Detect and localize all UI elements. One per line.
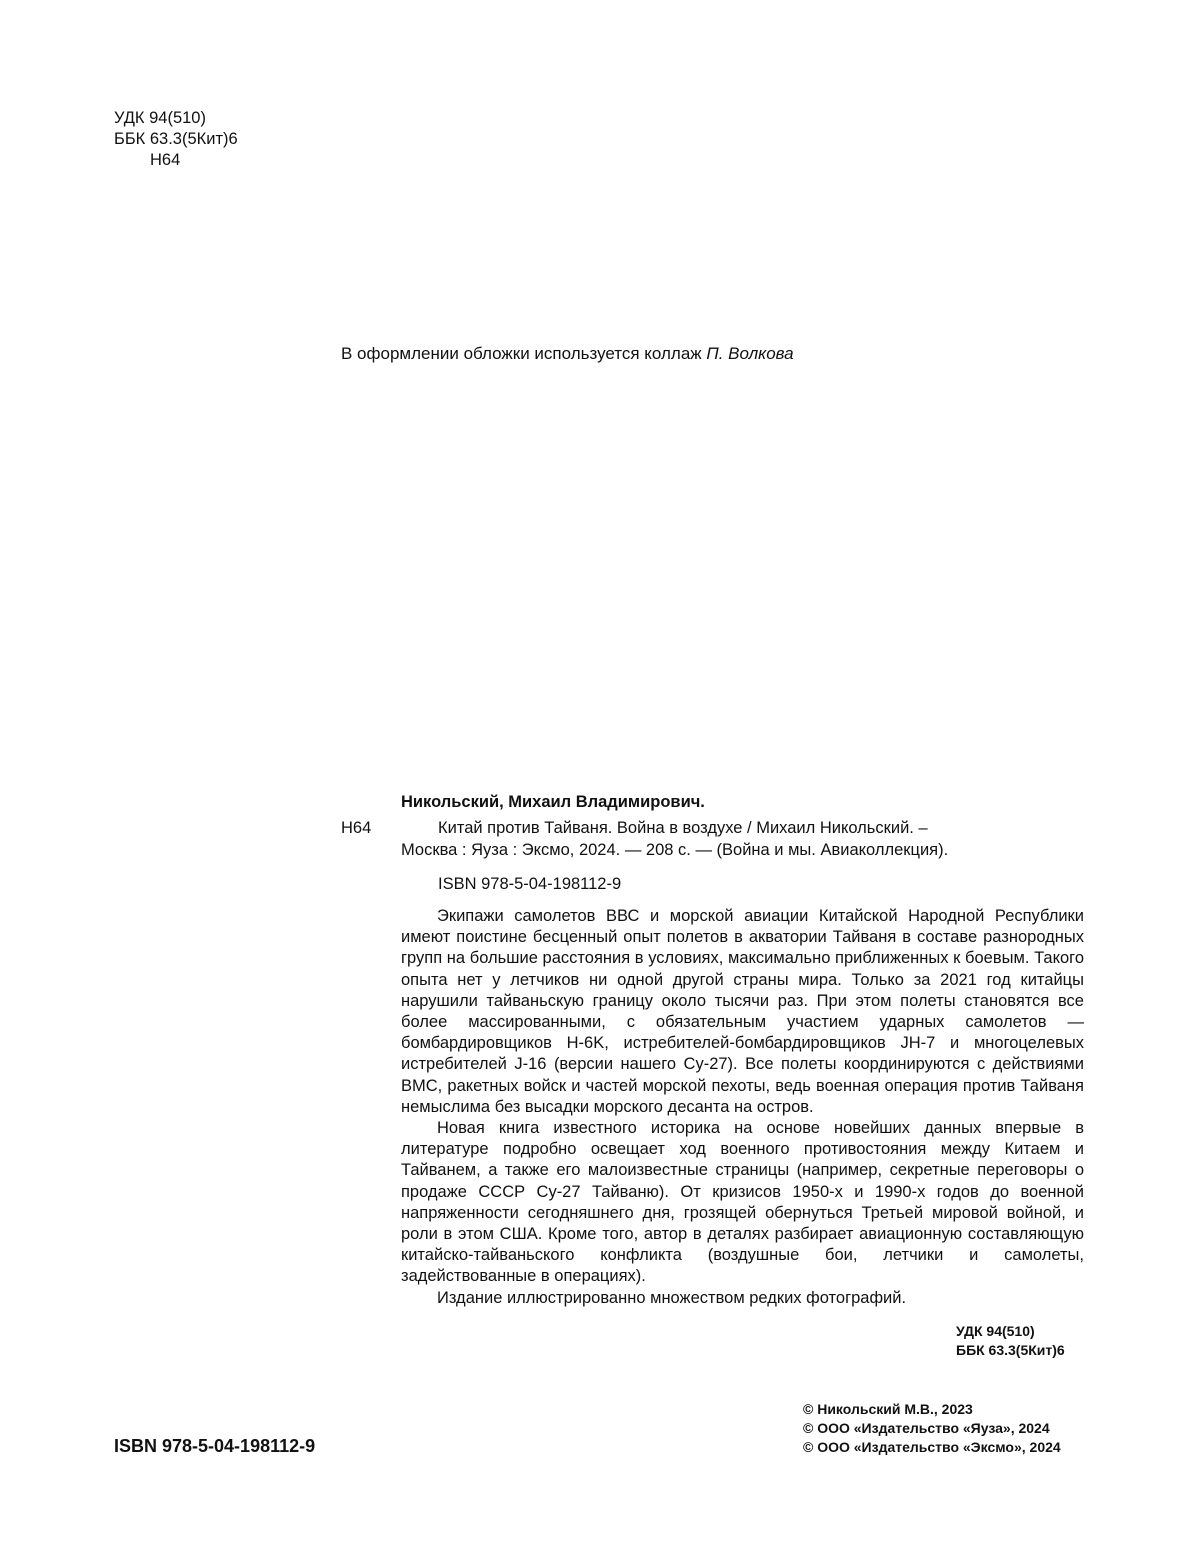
author-mark: Н64 — [150, 151, 181, 169]
annotation-paragraph: Издание иллюстрированно множеством редких фотографий. — [437, 1288, 907, 1307]
classification-codes — [114, 108, 238, 171]
title-line: Китай против Тайваня. Война в воздухе / Михаил Никольский. – — [438, 819, 928, 837]
entry-isbn: ISBN 978-5-04-198112-9 — [438, 875, 622, 893]
copyright-line: © Никольский М.В., 2023 — [803, 1401, 973, 1417]
classification-codes-right — [956, 1322, 1065, 1360]
author-heading: Никольский, Михаил Владимирович. — [401, 793, 705, 811]
annotation-paragraph: Экипажи самолетов ВВС и морской авиации Китайской Народной Республики имеют поистине бесценный опыт полетов в акватории Тайваня в составе разнородных групп на большие расстояния в условиях, максимально приближенных к боевым. Такого опыта нет у летчиков ни одной другой страны мира. Только за 2021 год китайцы нарушили тайваньскую границу около тысячи раз. При этом полеты становятся все более массированными, с обязательным участием ударных самолетов — бомбардировщиков H-6K, истребителей-бомбардировщиков JH-7 и многоцелевых истребителей J-16 (версии нашего Су-27). Все полеты координируются с действиями ВМС, ракетных войск и частей морской пехоты, ведь военная операция против Тайваня немыслима без высадки морского десанта на остров. — [401, 907, 1084, 1116]
publication-line: Москва : Яуза : Эксмо, 2024. — 208 с. — (Война и мы. Авиаколлекция). — [401, 841, 949, 859]
cover-credit-text: В оформлении обложки используется коллаж — [341, 344, 707, 363]
copyright-block — [803, 1400, 1061, 1457]
bbk-code: ББК 63.3(5Кит)6 — [114, 130, 238, 148]
cover-credit — [341, 344, 794, 364]
annotation — [401, 906, 1084, 1309]
cover-artist: П. Волкова — [706, 344, 794, 363]
copyright-line: © ООО «Издательство «Яуза», 2024 — [803, 1420, 1050, 1436]
annotation-paragraph: Новая книга известного историка на основе новейших данных впервые в литературе подробно освещает ход военного противостояния между Китаем и Тайванем, а также его малоизвестные страницы (например, секретные переговоры о продаже СССР Су-27 Тайваню). От кризисов 1950-х и 1990-х годов до военной напряженности сегодняшнего дня, грозящей обернуться Третьей мировой войной, и роли в этом США. Кроме того, автор в деталях разбирает авиационную составляющую китайско-тайваньского конфликта (воздушные бои, летчики и самолеты, задействованные в операциях). — [401, 1119, 1084, 1286]
isbn-bottom: ISBN 978-5-04-198112-9 — [114, 1436, 316, 1456]
copyright-line: © ООО «Издательство «Эксмо», 2024 — [803, 1439, 1061, 1455]
udk-code: УДК 94(510) — [956, 1323, 1035, 1339]
entry-author-mark: Н64 — [341, 819, 372, 837]
udk-code: УДК 94(510) — [114, 109, 206, 127]
bbk-code: ББК 63.3(5Кит)6 — [956, 1342, 1065, 1358]
